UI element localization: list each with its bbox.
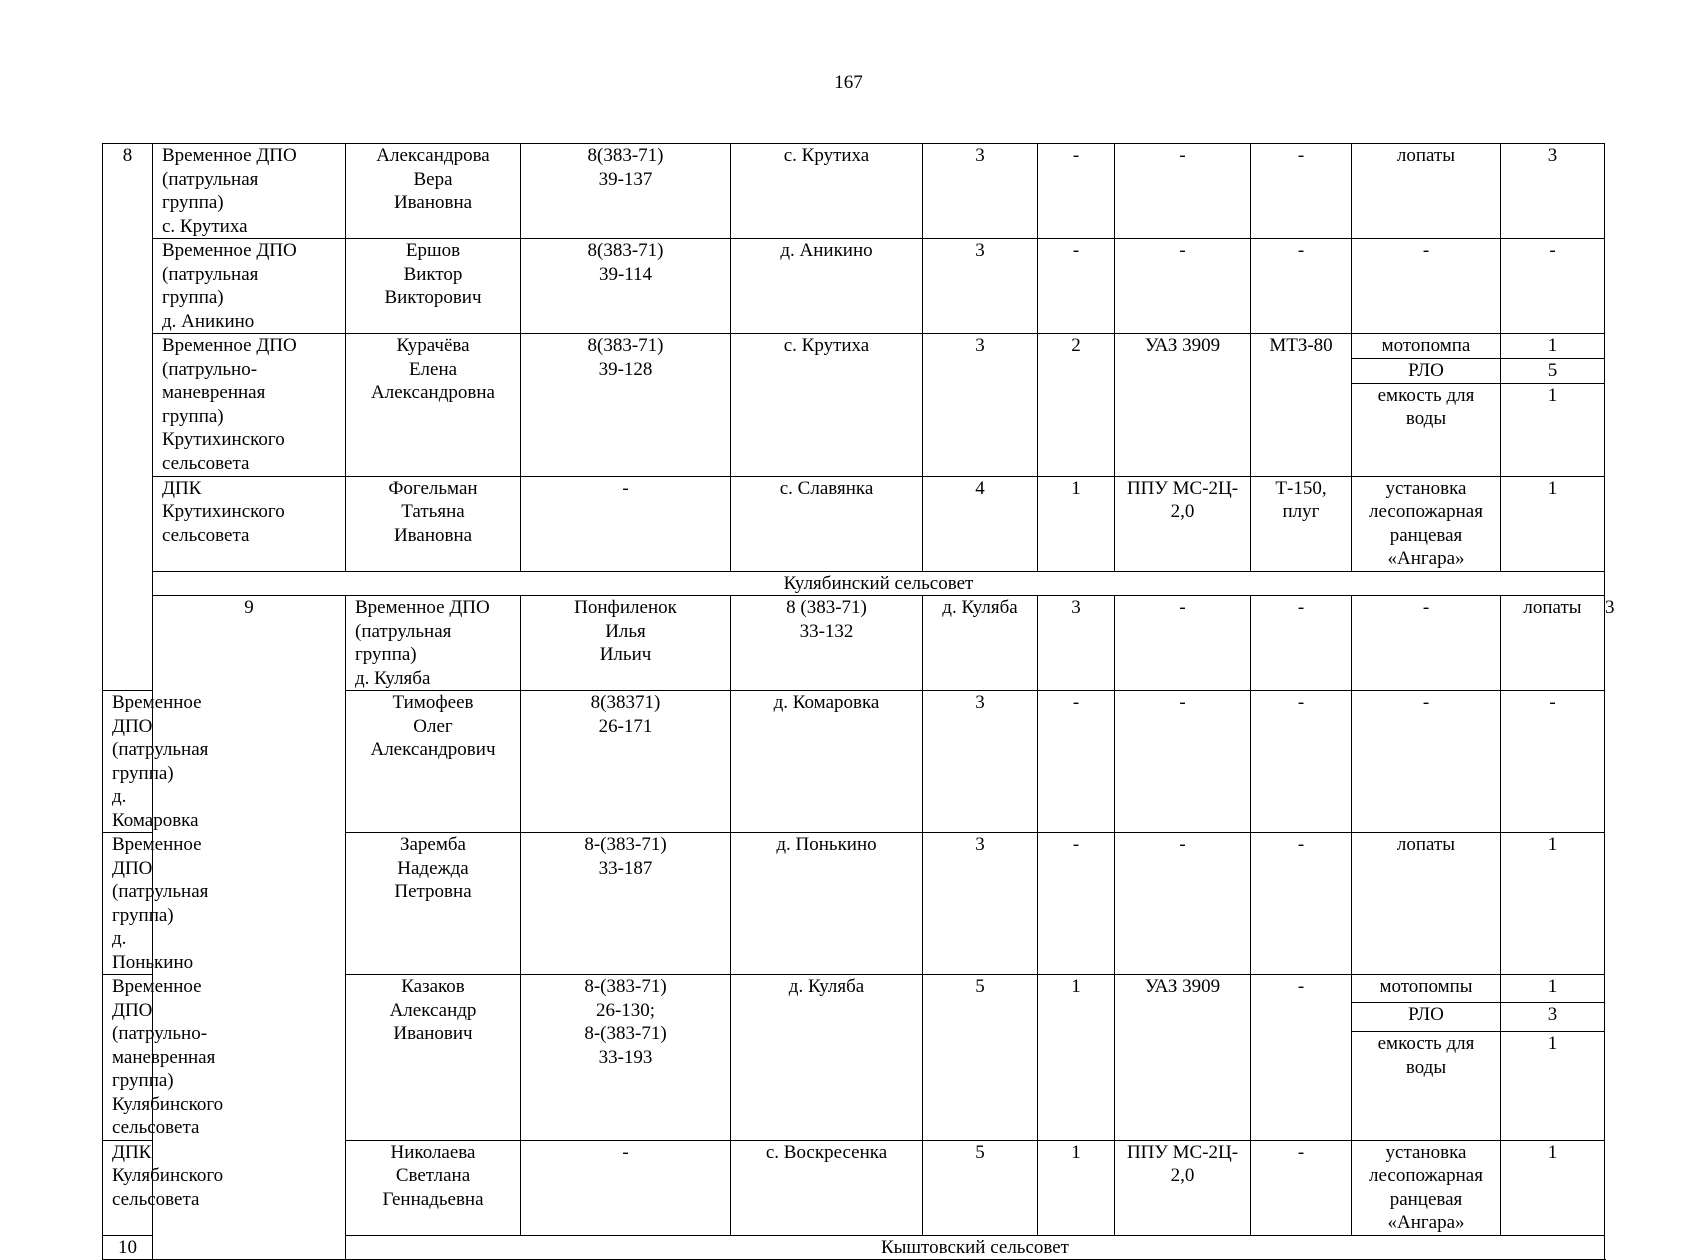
machine: - bbox=[1251, 1140, 1352, 1235]
tech-count: - bbox=[1038, 144, 1115, 239]
equipment-qty: 3 bbox=[1501, 144, 1605, 239]
equipment: установка лесопожарная ранцевая «Ангара» bbox=[1352, 476, 1501, 571]
head-name: Ершов Виктор Викторович bbox=[346, 239, 521, 334]
section-title: Кыштовский сельсовет bbox=[346, 1235, 1605, 1260]
machine: - bbox=[1251, 691, 1352, 833]
brigades-table bbox=[102, 143, 1615, 1260]
head-name: Казаков Александр Иванович bbox=[346, 975, 521, 1141]
vehicle: УАЗ 3909 bbox=[1115, 334, 1251, 477]
head-name: Понфиленок Илья Ильич bbox=[521, 596, 731, 691]
equipment: емкость для воды bbox=[1352, 383, 1501, 476]
page-number: 167 bbox=[834, 72, 863, 93]
equipment-qty: 5 bbox=[1501, 358, 1605, 383]
machine: - bbox=[1251, 239, 1352, 334]
vehicle: - bbox=[1115, 833, 1251, 975]
vehicle: УАЗ 3909 bbox=[1115, 975, 1251, 1141]
equipment: лопаты bbox=[1352, 833, 1501, 975]
people-count: 3 bbox=[1038, 596, 1115, 691]
equipment: РЛО bbox=[1352, 358, 1501, 383]
tech-count: - bbox=[1038, 833, 1115, 975]
equipment-qty: - bbox=[1501, 691, 1605, 833]
people-count: 3 bbox=[923, 239, 1038, 334]
table-row bbox=[103, 144, 1605, 239]
tech-count: 1 bbox=[1038, 975, 1115, 1141]
section-title: Кулябинский сельсовет bbox=[153, 571, 1605, 596]
machine: МТЗ-80 bbox=[1251, 334, 1352, 477]
row-number: 9 bbox=[153, 596, 346, 1260]
unit-name: Временное ДПО (патрульно- маневренная группа) Крутихинского сельсовета bbox=[153, 334, 346, 477]
head-name: Курачёва Елена Александровна bbox=[346, 334, 521, 477]
table-row bbox=[103, 239, 1605, 334]
head-name: Заремба Надежда Петровна bbox=[346, 833, 521, 975]
unit-name: Временное ДПО (патрульная группа) д. Куляба bbox=[346, 596, 521, 691]
location: с. Воскресенка bbox=[731, 1140, 923, 1235]
location: д. Куляба bbox=[731, 975, 923, 1141]
machine: - bbox=[1251, 144, 1352, 239]
people-count: 5 bbox=[923, 1140, 1038, 1235]
people-count: 3 bbox=[923, 144, 1038, 239]
unit-name: Временное ДПО (патрульная группа) д. Аникино bbox=[153, 239, 346, 334]
head-name: Тимофеев Олег Александрович bbox=[346, 691, 521, 833]
location: с. Славянка bbox=[731, 476, 923, 571]
section-row bbox=[103, 571, 1605, 596]
tech-count: 1 bbox=[1038, 476, 1115, 571]
equipment: - bbox=[1352, 239, 1501, 334]
equipment: - bbox=[1352, 691, 1501, 833]
location: с. Крутиха bbox=[731, 144, 923, 239]
equipment-qty: 1 bbox=[1501, 476, 1605, 571]
vehicle: ППУ МС-2Ц- 2,0 bbox=[1115, 476, 1251, 571]
people-count: 3 bbox=[923, 691, 1038, 833]
people-count: 3 bbox=[923, 833, 1038, 975]
equipment-qty: 1 bbox=[1501, 1032, 1605, 1140]
equipment: лопаты bbox=[1501, 596, 1605, 691]
machine: - bbox=[1352, 596, 1501, 691]
equipment: РЛО bbox=[1352, 1003, 1501, 1032]
phone: 8-(383-71) 26-130; 8-(383-71) 33-193 bbox=[521, 975, 731, 1141]
equipment-qty: 1 bbox=[1501, 383, 1605, 476]
vehicle: - bbox=[1115, 239, 1251, 334]
equipment: установка лесопожарная ранцевая «Ангара» bbox=[1352, 1140, 1501, 1235]
tech-count: 1 bbox=[1038, 1140, 1115, 1235]
phone: - bbox=[521, 1140, 731, 1235]
machine: - bbox=[1251, 975, 1352, 1141]
equipment-qty: 1 bbox=[1501, 975, 1605, 1003]
phone: 8(383-71) 39-114 bbox=[521, 239, 731, 334]
table-row bbox=[103, 334, 1605, 359]
location: д. Аникино bbox=[731, 239, 923, 334]
equipment-qty: 1 bbox=[1501, 1140, 1605, 1235]
equipment-qty: 1 bbox=[1501, 833, 1605, 975]
phone: - bbox=[521, 476, 731, 571]
phone: 8(383-71) 39-137 bbox=[521, 144, 731, 239]
people-count: 5 bbox=[923, 975, 1038, 1141]
head-name: Александрова Вера Ивановна bbox=[346, 144, 521, 239]
location: д. Понькино bbox=[731, 833, 923, 975]
vehicle: ППУ МС-2Ц- 2,0 bbox=[1115, 1140, 1251, 1235]
unit-name: ДПК Крутихинского сельсовета bbox=[153, 476, 346, 571]
phone: 8(38371) 26-171 bbox=[521, 691, 731, 833]
row-number: 8 bbox=[103, 144, 153, 691]
unit-name: Временное ДПО (патрульная группа) д. Комаровка bbox=[103, 691, 153, 833]
table-row bbox=[103, 476, 1605, 571]
people-count: 4 bbox=[923, 476, 1038, 571]
equipment: мотопомпы bbox=[1352, 975, 1501, 1003]
tech-count: - bbox=[1038, 691, 1115, 833]
equipment: лопаты bbox=[1352, 144, 1501, 239]
equipment-qty: - bbox=[1501, 239, 1605, 334]
location: д. Куляба bbox=[923, 596, 1038, 691]
people-count: 3 bbox=[923, 334, 1038, 477]
head-name: Николаева Светлана Геннадьевна bbox=[346, 1140, 521, 1235]
tech-count: - bbox=[1115, 596, 1251, 691]
row-number: 10 bbox=[103, 1235, 153, 1260]
unit-name: Временное ДПО (патрульно- маневренная группа) Кулябинского сельсовета bbox=[103, 975, 153, 1141]
head-name: Фогельман Татьяна Ивановна bbox=[346, 476, 521, 571]
location: д. Комаровка bbox=[731, 691, 923, 833]
unit-name: Временное ДПО (патрульная группа) с. Крутиха bbox=[153, 144, 346, 239]
vehicle: - bbox=[1115, 144, 1251, 239]
unit-name: Временное ДПО (патрульная группа) д. Понькино bbox=[103, 833, 153, 975]
equipment-qty: 3 bbox=[1501, 1003, 1605, 1032]
vehicle: - bbox=[1251, 596, 1352, 691]
equipment: мотопомпа bbox=[1352, 334, 1501, 359]
unit-name: ДПК Кулябинского сельсовета bbox=[103, 1140, 153, 1235]
equipment-qty: 1 bbox=[1501, 334, 1605, 359]
equipment: емкость для воды bbox=[1352, 1032, 1501, 1140]
phone: 8 (383-71) 33-132 bbox=[731, 596, 923, 691]
location: с. Крутиха bbox=[731, 334, 923, 477]
machine: - bbox=[1251, 833, 1352, 975]
phone: 8(383-71) 39-128 bbox=[521, 334, 731, 477]
tech-count: - bbox=[1038, 239, 1115, 334]
phone: 8-(383-71) 33-187 bbox=[521, 833, 731, 975]
vehicle: - bbox=[1115, 691, 1251, 833]
tech-count: 2 bbox=[1038, 334, 1115, 477]
table-row: 9 Временное ДПО (патрульная группа) д. Куляба Понфиленок Илья Ильич 8 (383-71) 33-132 д. Куляба 3 - - - лопаты 3 bbox=[103, 596, 1605, 691]
machine: Т-150, плуг bbox=[1251, 476, 1352, 571]
